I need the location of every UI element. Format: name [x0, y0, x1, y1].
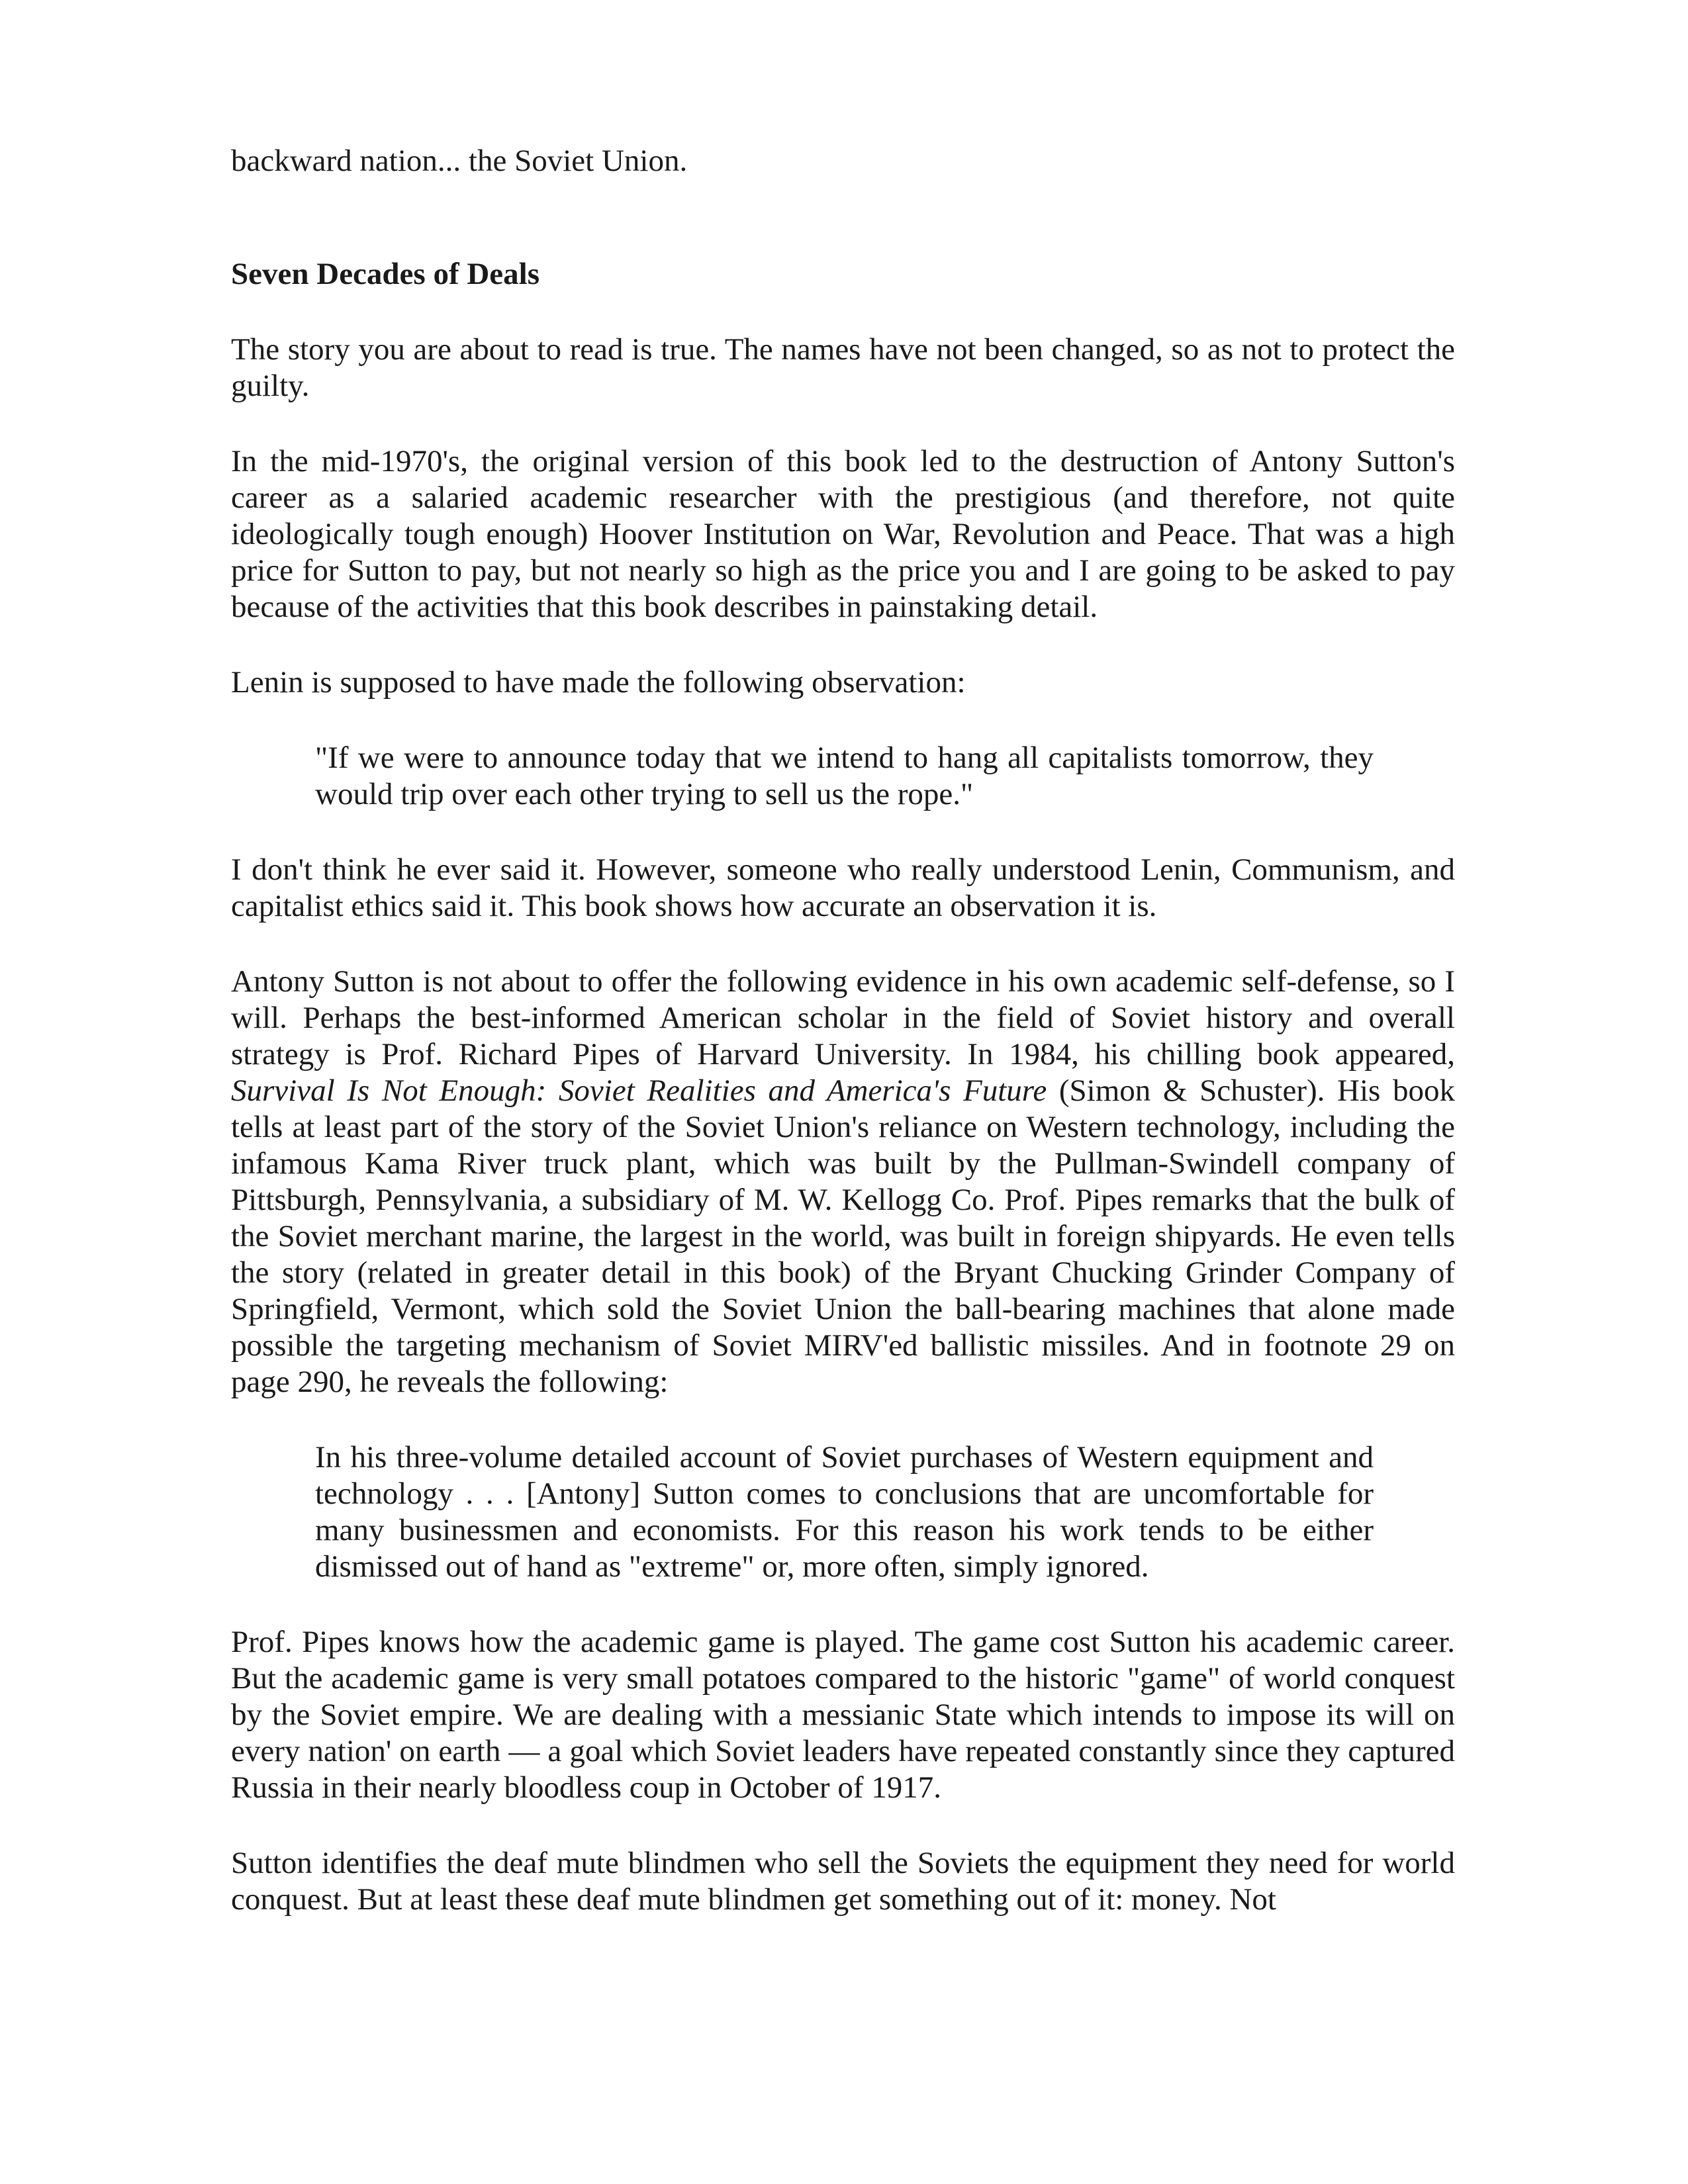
book-title: Survival Is Not Enough: Soviet Realities and America's Future — [231, 1073, 1047, 1108]
block-quote-lenin: "If we were to announce today that we intend to hang all capitalists tomorrow, they would trip over each other trying to sell us the rope." — [315, 741, 1374, 811]
document-page — [231, 143, 1455, 1918]
paragraph-continuation: backward nation... the Soviet Union. — [231, 144, 688, 178]
pipes-text-before-title: Antony Sutton is not about to offer the following evidence in his own academic self-defense, so I will. Perhaps the best-informed American scholar in the field of Soviet history and overall strategy is Prof. Richard Pipes of Harvard University. In 1984, his chilling book appeared, — [231, 964, 1455, 1071]
block-quote-pipes-footnote: In his three-volume detailed account of Soviet purchases of Western equipment and technology . . . [Antony] Sutton comes to conclusions that are uncomfortable for many businessmen and economists. For this reason his work tends to be either dismissed out of hand as "extreme" or, more often, simply ignored. — [315, 1440, 1374, 1584]
paragraph-pipes — [231, 964, 1455, 1400]
section-heading: Seven Decades of Deals — [231, 257, 540, 291]
paragraph-deaf-mute-blindmen: Sutton identifies the deaf mute blindmen who sell the Soviets the equipment they need for world conquest. But at least these deaf mute blindmen get something out of it: money. Not — [231, 1846, 1455, 1917]
paragraph-mid-1970s: In the mid-1970's, the original version of this book led to the destruction of Antony Sutton's career as a salaried academic researcher with the prestigious (and therefore, not quite ideologically tough enough) Hoover Institution on War, Revolution and Peace. That was a high price for Sutton to pay, but not nearly so high as the price you and I are going to be asked to pay because of the activities that this book describes in painstaking detail. — [231, 444, 1455, 624]
paragraph-academic-game: Prof. Pipes knows how the academic game is played. The game cost Sutton his academic career. But the academic game is very small potatoes compared to the historic "game" of world conquest by the Soviet empire. We are dealing with a messianic State which intends to impose its will on every nation' on earth — a goal which Soviet leaders have repeated constantly since they captured Russia in their nearly bloodless coup in October of 1917. — [231, 1625, 1455, 1805]
paragraph-story-intro: The story you are about to read is true. The names have not been changed, so as not to protect the guilty. — [231, 332, 1455, 403]
paragraph-never-said: I don't think he ever said it. However, someone who really understood Lenin, Communism, and capitalist ethics said it. This book shows how accurate an observation it is. — [231, 852, 1455, 923]
paragraph-lenin-observation: Lenin is supposed to have made the following observation: — [231, 665, 966, 700]
pipes-text-after-title: (Simon & Schuster). His book tells at least part of the story of the Soviet Union's reliance on Western technology, including the infamous Kama River truck plant, which was built by the Pullman-Swindell company of Pittsburgh, Pennsylvania, a subsidiary of M. W. Kellogg Co. Prof. Pipes remarks that the bulk of the Soviet merchant marine, the largest in the world, was built in foreign shipyards. He even tells the story (related in greater detail in this book) of the Bryant Chucking Grinder Company of Springfield, Vermont, which sold the Soviet Union the ball-bearing machines that alone made possible the targeting mechanism of Soviet MIRV'ed ballistic missiles. And in footnote 29 on page 290, he reveals the following: — [231, 1073, 1455, 1399]
